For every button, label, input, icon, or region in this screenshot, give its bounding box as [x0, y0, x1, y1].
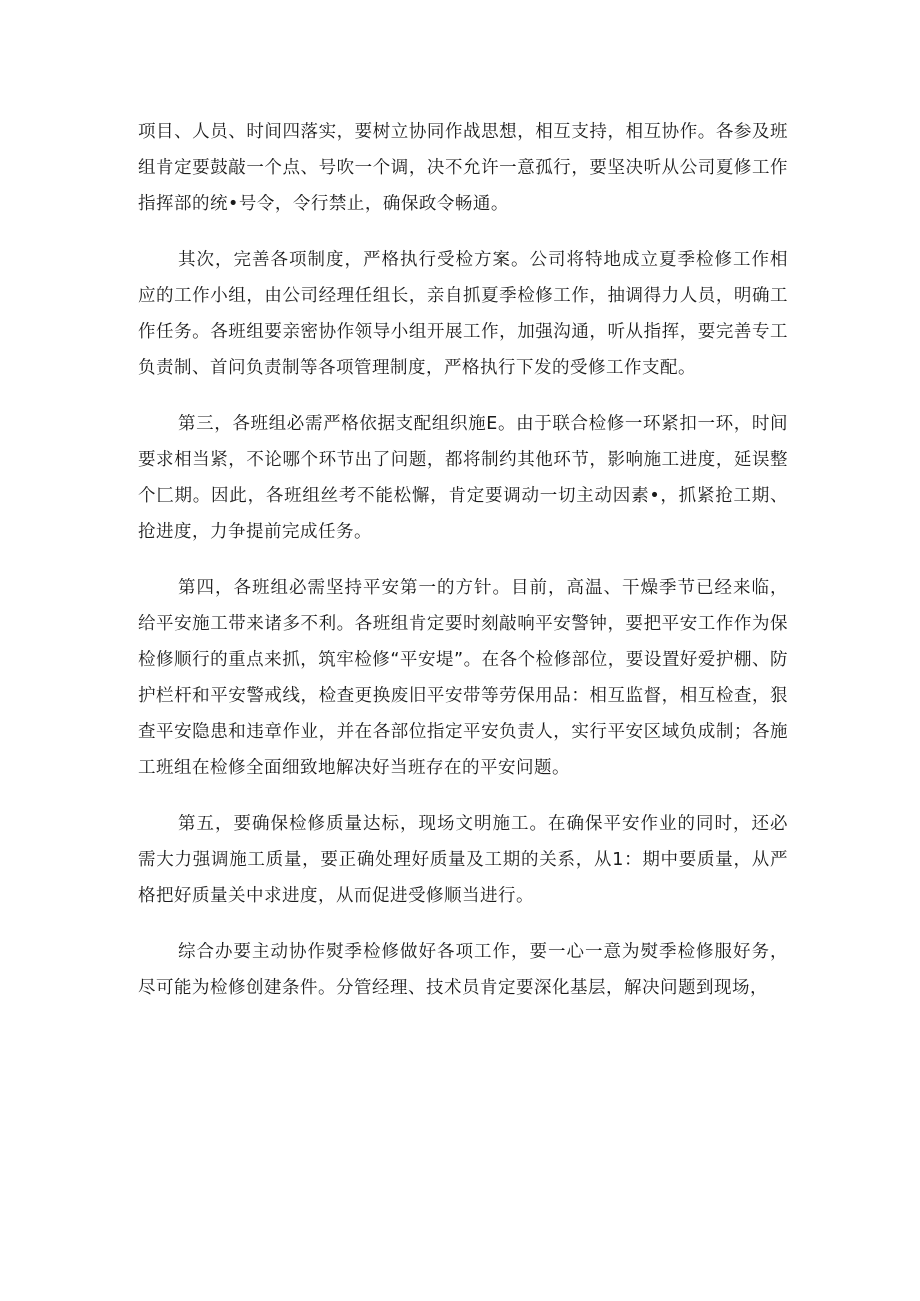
paragraph-6: 综合办要主动协作熨季检修做好各项工作，要一心一意为熨季检修服好务，尽可能为检修创建条件。分管经理、技术员肯定要深化基层，解决问题到现场，: [138, 942, 788, 998]
document-body: [138, 114, 788, 1006]
paragraph-4: 第四，各班组必需坚持平安第一的方针。目前，高温、干燥季节已经来临，给平安施工带来诸多不利。各班组肯定要时刻敲响平安警钟，要把平安工作作为保检修顺行的重点来抓，筑牢检修“平安堤”。在各个检修部位，要设置好爱护棚、防护栏杆和平安警戒线，检查更换废旧平安带等劳保用品：相互监督，相互检查，狠查平安隐患和违章作业，并在各部位指定平安负责人，实行平安区域负成制；各施工班组在检修全面细致地解决好当班存在的平安问题。: [138, 578, 788, 778]
paragraph-1: 项目、人员、时间四落实，要树立协同作战思想，相互支持，相互协作。各参及班组肯定要鼓敲一个点、号吹一个调，决不允许一意孤行，要坚决听从公司夏修工作指挥部的统•号令，令行禁止，确保政令畅通。: [138, 122, 788, 214]
paragraph-3: 第三，各班组必需严格依据支配组织施E。由于联合检修一环紧扣一环，时间要求相当紧，不论哪个环节出了问题，都将制约其他环节，影响施工进度，延误整个匚期。因此，各班组丝考不能松懈，肯定要调动一切主动因素•，抓紧抢工期、抢进度，力争提前完成任务。: [138, 414, 788, 542]
paragraph-2: 其次，完善各项制度，严格执行受检方案。公司将特地成立夏季检修工作相应的工作小组，由公司经理任组长，亲自抓夏季检修工作，抽调得力人员，明确工作任务。各班组要亲密协作领导小组开展工作，加强沟通，听从指挥，要完善专工负责制、首问负责制等各项管理制度，严格执行下发的受修工作支配。: [138, 250, 788, 378]
paragraph-5: 第五，要确保检修质量达标，现场文明施工。在确保平安作业的同时，还必需大力强调施工质量，要正确处理好质量及工期的关系，从1：期中要质量，从严格把好质量关中求进度，从而促进受修顺当进行。: [138, 814, 788, 906]
